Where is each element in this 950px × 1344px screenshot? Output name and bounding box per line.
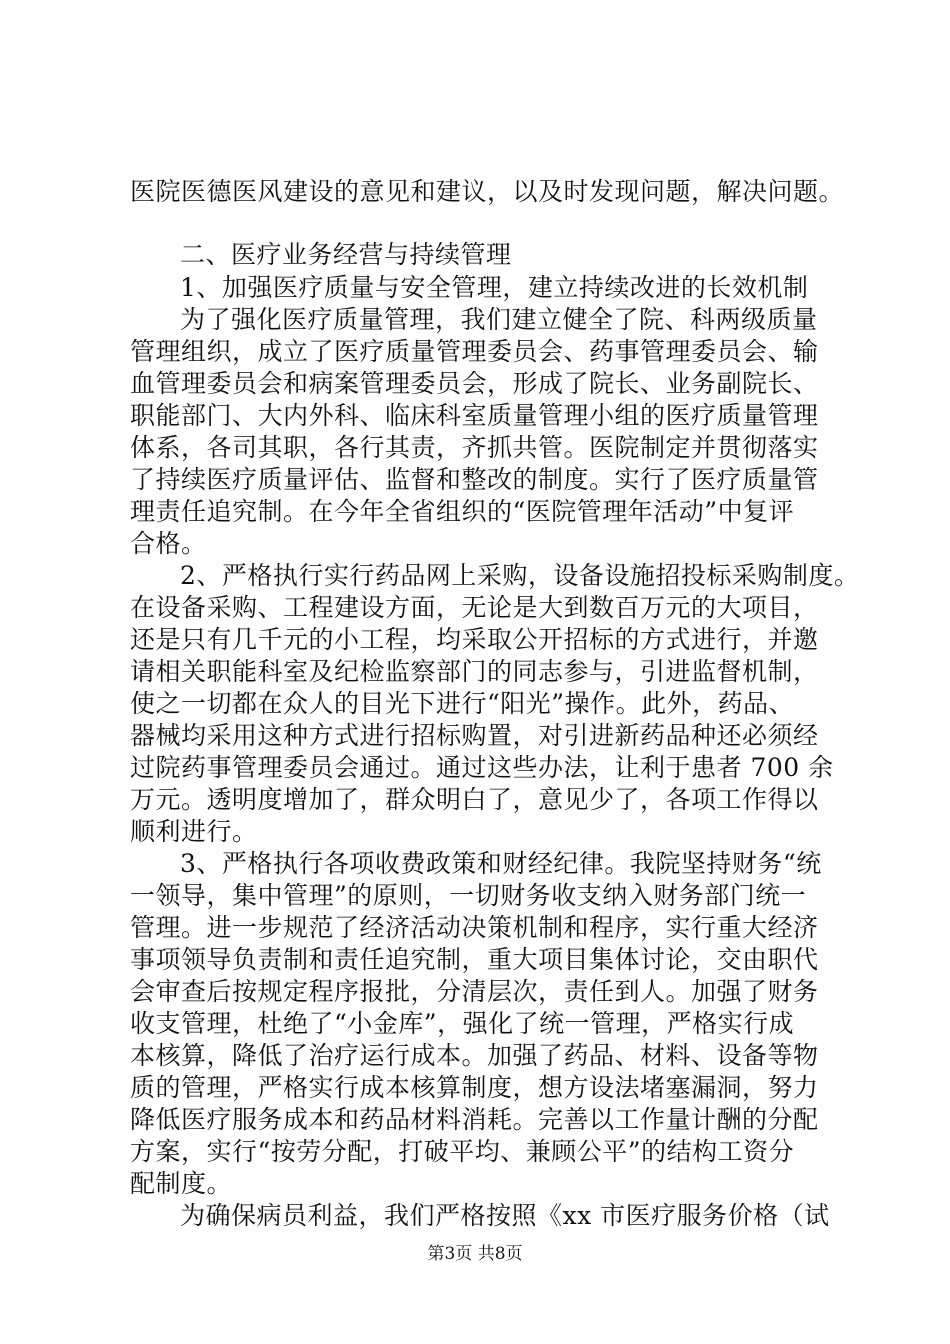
text-line: 合格。 xyxy=(130,529,207,558)
text-line: 管理组织，成立了医疗质量管理委员会、药事管理委员会、输 xyxy=(130,337,819,366)
text-line: 管理。进一步规范了经济活动决策机制和程序，实行重大经济 xyxy=(130,913,819,942)
text-line: 体系，各司其职，各行其责，齐抓共管。医院制定并贯彻落实 xyxy=(130,433,819,462)
text-line: 为了强化医疗质量管理，我们建立健全了院、科两级质量 xyxy=(180,305,818,334)
text-line: 使之一切都在众人的目光下进行“阳光”操作。此外，药品、 xyxy=(130,689,795,718)
text-line: 降低医疗服务成本和药品材料消耗。完善以工作量计酬的分配 xyxy=(130,1105,819,1134)
text-line: 医院医德医风建设的意见和建议，以及时发现问题，解决问题。 xyxy=(130,177,845,206)
text-line: 血管理委员会和病案管理委员会，形成了院长、业务副院长、 xyxy=(130,369,819,398)
text-line: 职能部门、大内外科、临床科室质量管理小组的医疗质量管理 xyxy=(130,401,819,430)
text-line: 事项领导负责制和责任追究制，重大项目集体讨论，交由职代 xyxy=(130,945,819,974)
text-line: 一领导，集中管理”的原则，一切财务收支纳入财务部门统一 xyxy=(130,881,807,910)
text-line: 方案，实行“按劳分配，打破平均、兼顾公平”的结构工资分 xyxy=(130,1137,795,1166)
text-line: 收支管理，杜绝了“小金库”，强化了统一管理，严格实行成 xyxy=(130,1009,795,1038)
text-line: 过院药事管理委员会通过。通过这些办法，让利于患者 700 余 xyxy=(130,753,834,782)
text-line: 器械均采用这种方式进行招标购置，对引进新药品种还必须经 xyxy=(130,721,819,750)
text-line: 3、严格执行各项收费政策和财经纪律。我院坚持财务“统 xyxy=(180,849,822,878)
text-line: 本核算，降低了治疗运行成本。加强了药品、材料、设备等物 xyxy=(130,1041,819,1070)
text-line: 2、严格执行实行药品网上采购，设备设施招投标采购制度。 xyxy=(180,561,860,590)
text-line: 会审查后按规定程序报批，分清层次，责任到人。加强了财务 xyxy=(130,977,819,1006)
text-line: 为确保病员利益，我们严格按照《xx 市医疗服务价格（试 xyxy=(180,1201,830,1230)
subsection-heading: 1、加强医疗质量与安全管理，建立持续改进的长效机制 xyxy=(180,273,809,302)
text-line: 请相关职能科室及纪检监察部门的同志参与，引进监督机制， xyxy=(130,657,819,686)
text-line: 质的管理，严格实行成本核算制度，想方设法堵塞漏洞，努力 xyxy=(130,1073,819,1102)
section-heading: 二、医疗业务经营与持续管理 xyxy=(180,240,512,269)
text-line: 配制度。 xyxy=(130,1169,233,1198)
text-line: 还是只有几千元的小工程，均采取公开招标的方式进行，并邀 xyxy=(130,625,819,654)
text-line: 理责任追究制。在今年全省组织的“医院管理年活动”中复评 xyxy=(130,497,795,526)
text-line: 万元。透明度增加了，群众明白了，意见少了，各项工作得以 xyxy=(130,785,819,814)
page-footer: 第3页 共8页 xyxy=(427,1244,523,1264)
text-line: 顺利进行。 xyxy=(130,817,258,846)
text-line: 了持续医疗质量评估、监督和整改的制度。实行了医疗质量管 xyxy=(130,465,819,494)
text-line: 在设备采购、工程建设方面，无论是大到数百万元的大项目， xyxy=(130,593,819,622)
